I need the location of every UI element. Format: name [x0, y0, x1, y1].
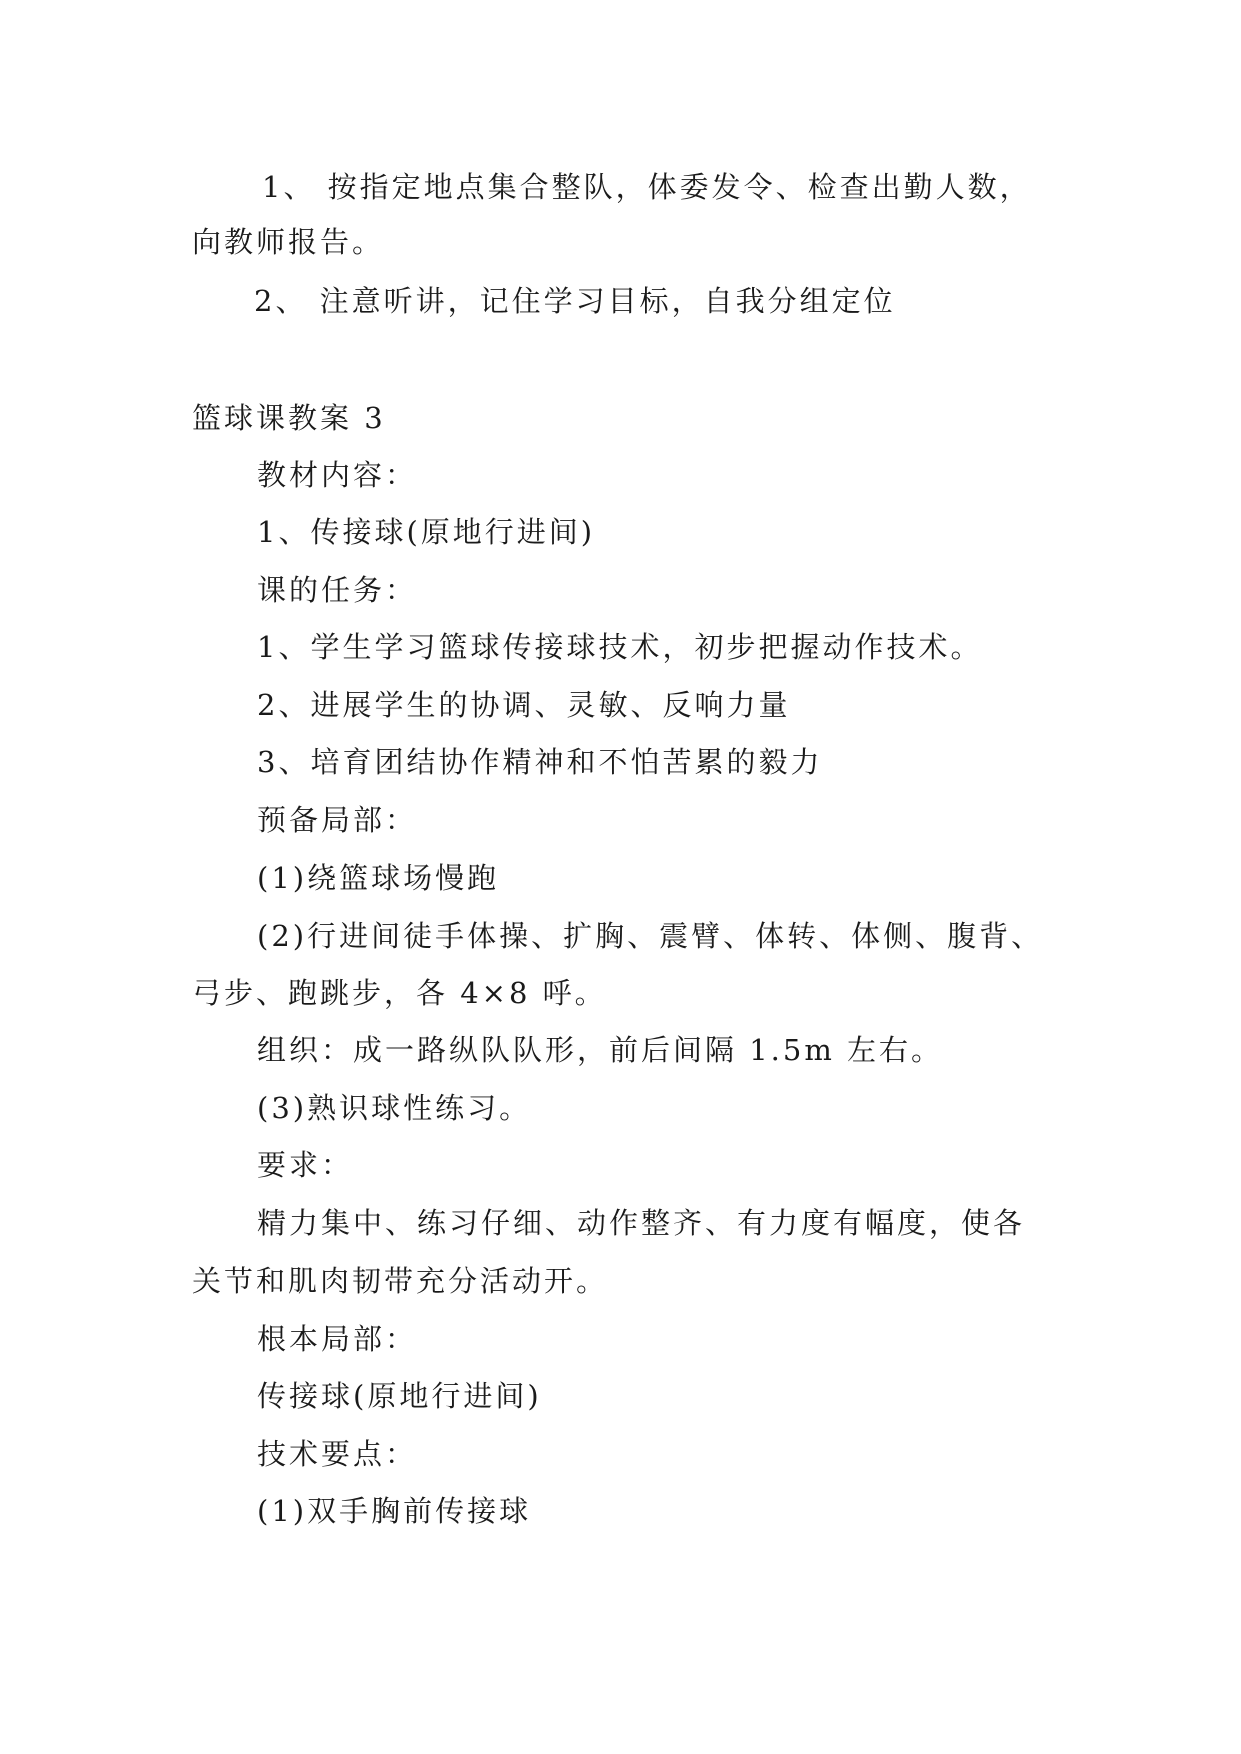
text-line: 预备局部：	[257, 803, 418, 837]
text-line: 要求：	[257, 1148, 354, 1182]
text-line: 1、 按指定地点集合整队，体委发令、检查出勤人数，	[262, 170, 1032, 204]
text-line: 关节和肌肉韧带充分活动开。	[192, 1264, 609, 1298]
text-line: 传接球(原地行进间)	[257, 1379, 542, 1413]
text-line: 精力集中、练习仔细、动作整齐、有力度有幅度，使各	[257, 1206, 1026, 1240]
text-line: 教材内容：	[257, 458, 418, 492]
text-line: 课的任务：	[257, 573, 418, 607]
text-line: 1、学生学习篮球传接球技术，初步把握动作技术。	[257, 630, 983, 664]
text-line: 1、传接球(原地行进间)	[257, 515, 596, 549]
text-line: (1)双手胸前传接球	[257, 1494, 532, 1528]
text-line: (3)熟识球性练习。	[257, 1091, 532, 1125]
text-line: 根本局部：	[257, 1322, 418, 1356]
text-line: 2、 注意听讲，记住学习目标，自我分组定位	[254, 284, 896, 318]
text-line: (2)行进间徒手体操、扩胸、震臂、体转、体侧、腹背、	[257, 919, 1044, 953]
text-line: 2、进展学生的协调、灵敏、反响力量	[257, 688, 791, 722]
text-line: (1)绕篮球场慢跑	[257, 861, 500, 895]
text-line: 3、培育团结协作精神和不怕苦累的毅力	[257, 745, 823, 779]
text-line: 技术要点：	[257, 1437, 418, 1471]
text-line: 向教师报告。	[192, 225, 385, 259]
text-line: 组织：成一路纵队队形，前后间隔 1.5m 左右。	[257, 1033, 944, 1067]
text-line: 弓步、跑跳步，各 4×8 呼。	[192, 976, 607, 1010]
section-heading: 篮球课教案 3	[192, 401, 386, 435]
